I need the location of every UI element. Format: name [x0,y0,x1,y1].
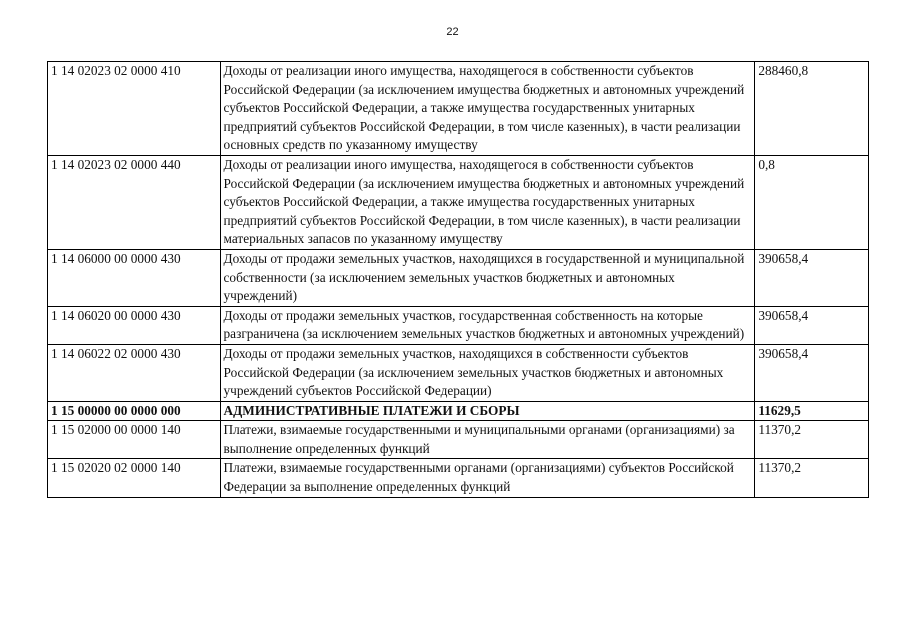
amount: 11629,5 [755,401,869,421]
budget-code: 1 15 02000 00 0000 140 [48,421,221,459]
budget-code: 1 14 06000 00 0000 430 [48,249,221,306]
revenue-description: Платежи, взимаемые государственными и муниципальными органами (организациями) за выполнение определенных функций [220,421,755,459]
section-header-row [48,401,869,421]
page-number: 22 [446,26,459,38]
amount: 390658,4 [755,306,869,344]
budget-code: 1 15 02020 02 0000 140 [48,459,221,497]
budget-code: 1 14 06020 00 0000 430 [48,306,221,344]
table-row [48,249,869,306]
table-row [48,155,869,249]
table-row [48,344,869,401]
revenue-description: Доходы от продажи земельных участков, находящихся в государственной и муниципальной собственности (за исключением земельных участков бюджетных и автономных учреждений) [220,249,755,306]
table-row [48,306,869,344]
budget-code: 1 14 02023 02 0000 410 [48,62,221,156]
amount: 11370,2 [755,421,869,459]
revenue-description: Платежи, взимаемые государственными органами (организациями) субъектов Российской Федерации за выполнение определенных функций [220,459,755,497]
section-title: АДМИНИСТРАТИВНЫЕ ПЛАТЕЖИ И СБОРЫ [220,401,755,421]
revenue-table [47,61,869,498]
budget-code: 1 15 00000 00 0000 000 [48,401,221,421]
amount: 390658,4 [755,344,869,401]
amount: 11370,2 [755,459,869,497]
table-row [48,62,869,156]
revenue-description: Доходы от продажи земельных участков, находящихся в собственности субъектов Российской Федерации (за исключением земельных участков бюджетных и автономных учреждений субъектов Российской Федерации) [220,344,755,401]
table-row [48,421,869,459]
amount: 390658,4 [755,249,869,306]
revenue-description: Доходы от продажи земельных участков, государственная собственность на которые разграничена (за исключением земельных участков бюджетных и автономных учреждений) [220,306,755,344]
amount: 0,8 [755,155,869,249]
revenue-description: Доходы от реализации иного имущества, находящегося в собственности субъектов Российской Федерации (за исключением имущества бюджетных и автономных учреждений субъектов Российской Федерации, а также имущества государственных унитарных предприятий субъектов Российской Федерации, в том числе казенных), в части реализации основных средств по указанному имуществу [220,62,755,156]
table-row [48,459,869,497]
revenue-description: Доходы от реализации иного имущества, находящегося в собственности субъектов Российской Федерации (за исключением имущества бюджетных и автономных учреждений субъектов Российской Федерации, а также имущества государственных унитарных предприятий субъектов Российской Федерации, в том числе казенных), в части реализации материальных запасов по указанному имуществу [220,155,755,249]
budget-code: 1 14 06022 02 0000 430 [48,344,221,401]
amount: 288460,8 [755,62,869,156]
budget-code: 1 14 02023 02 0000 440 [48,155,221,249]
